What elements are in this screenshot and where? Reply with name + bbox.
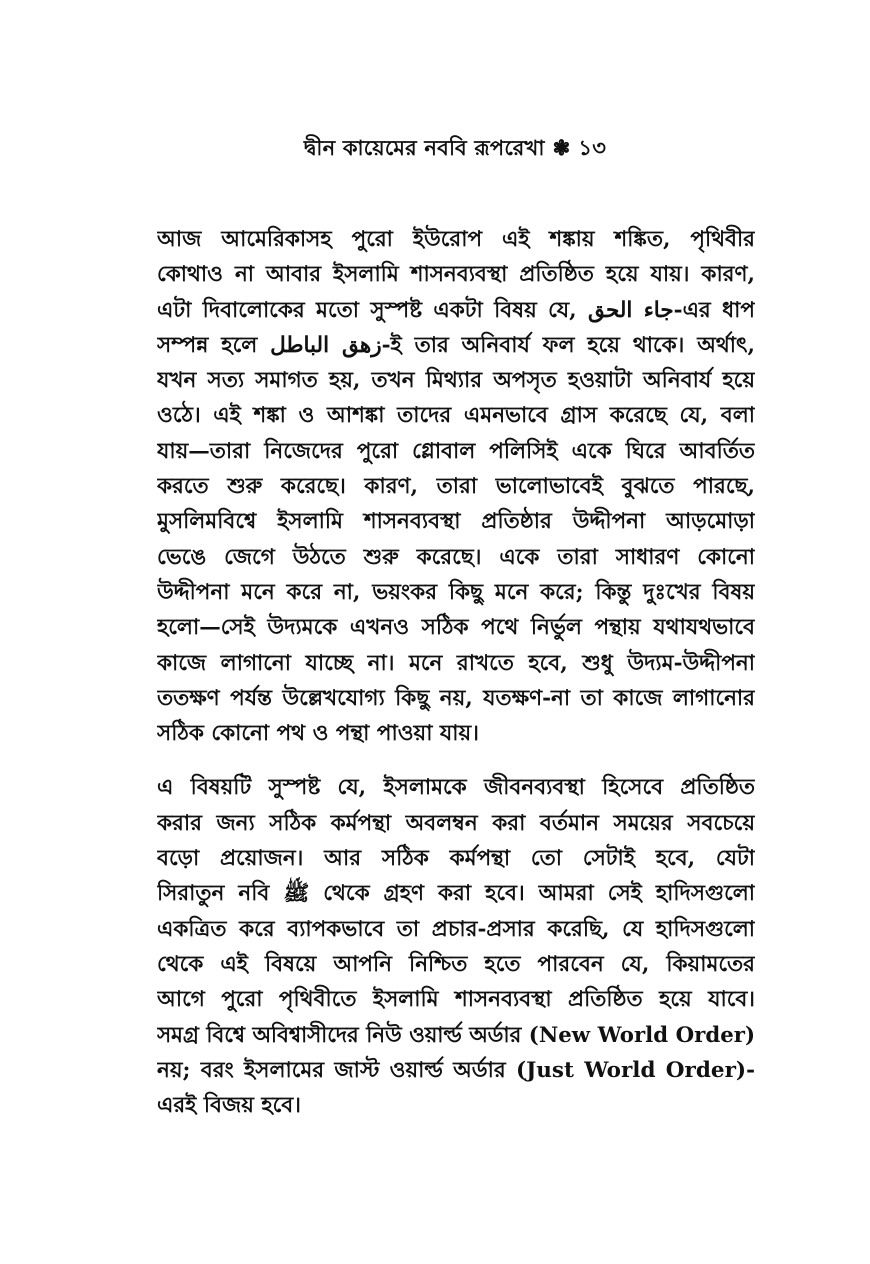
text-line: যখন সত্য সমাগত হয়, তখন মিথ্যার অপসৃত হওয়াটা অনিবার্য হয়ে [157, 368, 755, 394]
text-line: করতে শুরু করেছে। কারণ, তারা ভালোভাবেই বুঝতে পারছে, [157, 474, 755, 500]
paragraph-1 [157, 222, 755, 751]
text-line: বড়ো প্রয়োজন। আর সঠিক কর্মপন্থা তো সেটাই হবে, যেটা [157, 846, 755, 872]
text-line: সিরাতুন নবি ﷺ থেকে গ্রহণ করা হবে। আমরা সেই হাদিসগুলো [157, 881, 755, 907]
text-line: সমগ্র বিশ্বে অবিশ্বাসীদের নিউ ওয়ার্ল্ড অর্ডার (New World Order) [157, 1022, 755, 1048]
text-line: আগে পুরো পৃথিবীতে ইসলামি শাসনব্যবস্থা প্রতিষ্ঠিত হয়ে যাবে। [157, 987, 755, 1013]
text-line: থেকে এই বিষয়ে আপনি নিশ্চিত হতে পারবেন যে, কিয়ামতের [157, 951, 755, 977]
text-line: উদ্দীপনা মনে করে না, ভয়ংকর কিছু মনে করে; কিন্তু দুঃখের বিষয় [157, 579, 755, 605]
text-line: কাজে লাগানো যাচ্ছে না। মনে রাখতে হবে, শুধু উদ্যম-উদ্দীপনা [157, 650, 755, 676]
text-line: হলো—সেই উদ্যমকে এখনও সঠিক পথে নির্ভুল পন্থায় যথাযথভাবে [157, 615, 755, 641]
page-number: ১৩ [578, 135, 607, 160]
text-line: এ বিষয়টি সুস্পষ্ট যে, ইসলামকে জীবনব্যবস্থা হিসেবে প্রতিষ্ঠিত [157, 775, 755, 801]
text-line: এরই বিজয় হবে। [157, 1093, 301, 1119]
text-line: সম্পন্ন হলে زهق الباطل-ই তার অনিবার্য ফল হয়ে থাকে। অর্থাৎ, [157, 332, 755, 358]
text-line: এটা দিবালোকের মতো সুস্পষ্ট একটা বিষয় যে, جاء الحق-এর ধাপ [157, 297, 755, 323]
flower-ornament-icon: ❃ [552, 135, 571, 160]
text-line: যায়—তারা নিজেদের পুরো গ্লোবাল পলিসিই একে ঘিরে আবর্তিত [157, 438, 755, 464]
text-line: করার জন্য সঠিক কর্মপন্থা অবলম্বন করা বর্তমান সময়ের সবচেয়ে [157, 810, 755, 836]
text-line: মুসলিমবিশ্বে ইসলামি শাসনব্যবস্থা প্রতিষ্ঠার উদ্দীপনা আড়মোড়া [157, 509, 755, 535]
text-line: ততক্ষণ পর্যন্ত উল্লেখযোগ্য কিছু নয়, যতক্ষণ-না তা কাজে লাগানোর [157, 685, 755, 711]
text-line: আজ আমেরিকাসহ পুরো ইউরোপ এই শঙ্কায় শঙ্কিত, পৃথিবীর [157, 227, 755, 252]
text-line: সঠিক কোনো পথ ও পন্থা পাওয়া যায়। [157, 721, 479, 747]
text-line: ভেঙে জেগে উঠতে শুরু করেছে। একে তারা সাধারণ কোনো [157, 544, 755, 570]
paragraph-2 [157, 770, 755, 1123]
book-title: দ্বীন কায়েমের নববি রূপরেখা [303, 135, 545, 160]
text-line: নয়; বরং ইসলামের জাস্ট ওয়ার্ল্ড অর্ডার (Just World Order)- [157, 1057, 755, 1083]
text-line: কোথাও না আবার ইসলামি শাসনব্যবস্থা প্রতিষ্ঠিত হয়ে যায়। কারণ, [157, 262, 755, 288]
running-header [160, 132, 750, 167]
text-line: একত্রিত করে ব্যাপকভাবে তা প্রচার-প্রসার করেছি, যে হাদিসগুলো [157, 916, 755, 942]
body-text [157, 222, 755, 1123]
text-line: ওঠে। এই শঙ্কা ও আশঙ্কা তাদের এমনভাবে গ্রাস করেছে যে, বলা [157, 403, 755, 429]
